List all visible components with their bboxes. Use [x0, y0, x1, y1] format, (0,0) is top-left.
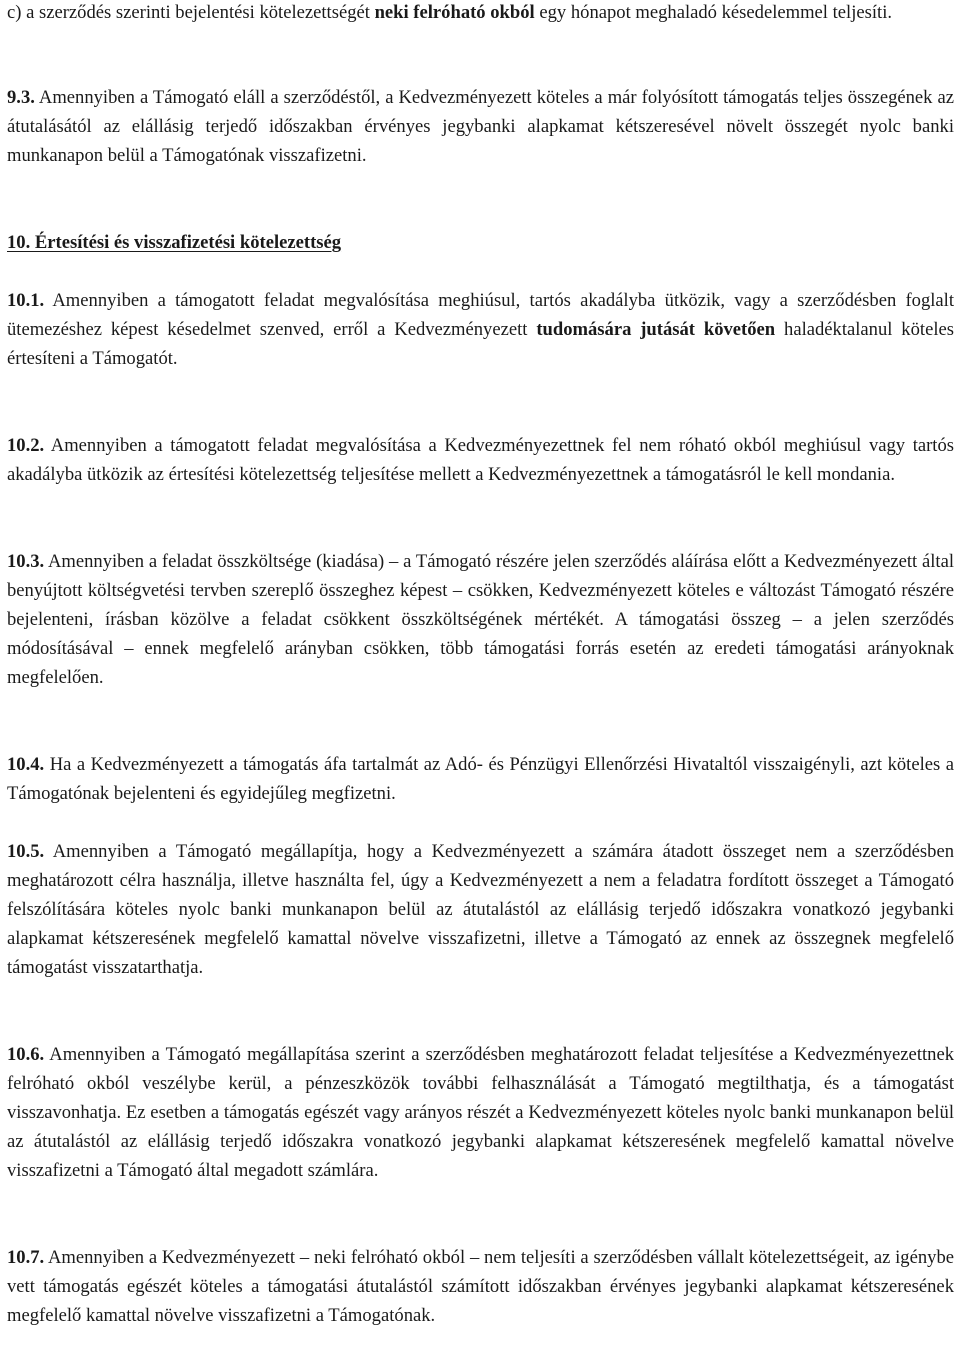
clause-10-2-number: 10.2. — [7, 435, 45, 456]
section-10-heading: 10. Értesítési és visszafizetési kötelezettség — [7, 232, 342, 253]
clause-10-3-text: Amennyiben a feladat összköltsége (kiadása) – a Támogató részére jelen szerződés aláírása előtt a Kedvezményezett által benyújtott költségvetési tervben szereplő összeghez képest – csökken, Kedvezményezett köteles e változást Támogató részére bejelenteni, írásban közölve a feladat csökkent összköltségének mértékét. A támogatási összeg – a jelen szerződés módosításával – ennek megfelelő arányban csökken, több támogatási forrás esetén az eredeti támogatási arányoknak megfelelően. — [7, 551, 954, 688]
clause-9-3 — [7, 83, 954, 170]
clause-10-4 — [7, 750, 954, 808]
clause-10-1-pre: Amennyiben a támogatott feladat megvalósítása meghiúsul, tartós akadályba ütközik, vagy a szerződésben foglalt ütemezéshez képest késedelmet szenved, erről a Kedvezményezett — [7, 290, 954, 340]
clause-10-1 — [7, 286, 954, 373]
clause-10-6-number: 10.6. — [7, 1044, 45, 1065]
clause-10-7 — [7, 1243, 954, 1330]
clause-10-4-text: Ha a Kedvezményezett a támogatás áfa tartalmát az Adó- és Pénzügyi Ellenőrzési Hivataltól visszaigényli, azt köteles a Támogatónak bejelenteni és egyidejűleg megfizetni. — [7, 754, 954, 804]
clause-10-2-text: Amennyiben a támogatott feladat megvalósítása a Kedvezményezettnek fel nem róható okból meghiúsul vagy tartós akadályba ütközik az értesítési kötelezettség teljesítése mellett a Kedvezményezettnek a támogatásról le kell mondania. — [7, 435, 954, 485]
clause-10-3 — [7, 547, 954, 692]
clause-10-1-bold: tudomására jutását követően — [536, 319, 776, 340]
clause-9-3-number: 9.3. — [7, 87, 35, 108]
clause-9-2-c — [7, 0, 954, 27]
clause-10-7-text: Amennyiben a Kedvezményezett – neki felróható okból – nem teljesíti a szerződésben vállalt kötelezettségeit, az igénybe vett támogatás egészét köteles a támogatási átutalástól számított időszakban érvényes jegybanki alapkamat kétszeresének megfelelő kamattal növelve visszafizetni a Támogatónak. — [7, 1247, 954, 1326]
clause-10-4-number: 10.4. — [7, 754, 45, 775]
clause-10-3-number: 10.3. — [7, 551, 45, 572]
clause-10-1-number: 10.1. — [7, 290, 45, 311]
clause-10-5 — [7, 837, 954, 982]
clause-10-5-text: Amennyiben a Támogató megállapítja, hogy a Kedvezményezett a számára átadott összeget nem a szerződésben meghatározott célra használja, illetve használta fel, úgy a Kedvezményezett a nem a feladatra fordított összeget a Támogató felszólítására köteles nyolc banki munkanapon belül az átutalástól az elállásig terjedő időszakra vonatkozó jegybanki alapkamat kétszeresének megfelelő kamattal növelve visszafizetni, illetve a Támogató az ennek az összegnek megfelelő támogatást visszatarthatja. — [7, 841, 954, 978]
clause-10-7-number: 10.7. — [7, 1247, 45, 1268]
clause-10-1-post: haladéktalanul köteles értesíteni a Támogatót. — [7, 319, 954, 369]
clause-10-6 — [7, 1040, 954, 1185]
clause-10-5-number: 10.5. — [7, 841, 45, 862]
clause-9-3-text: Amennyiben a Támogató eláll a szerződéstől, a Kedvezményezett köteles a már folyósított támogatás teljes összegének az átutalásától az elállásig terjedő időszakban érvényes jegybanki alapkamat kétszeresével növelt összegét nyolc banki munkanapon belül a Támogatónak visszafizetni. — [7, 87, 954, 166]
clause-9-2-c-bold: neki felróható okból — [374, 2, 535, 23]
clause-10-6-text: Amennyiben a Támogató megállapítása szerint a szerződésben meghatározott feladat teljesítése a Kedvezményezettnek felróható okból veszélybe kerül, a pénzeszközök további felhasználását a Támogató megtilthatja, és a támogatást visszavonhatja. Ez esetben a támogatás egészét vagy arányos részét a Kedvezményezett köteles nyolc banki munkanapon belül az átutalástól az elállásig terjedő időszakra vonatkozó jegybanki alapkamat kétszeresének megfelelő kamattal növelve visszafizetni a Támogató által megadott számlára. — [7, 1044, 954, 1181]
clause-9-2-c-post: egy hónapot meghaladó késedelemmel teljesíti. — [534, 2, 893, 23]
clause-10-2 — [7, 431, 954, 489]
clause-9-2-c-pre: c) a szerződés szerinti bejelentési kötelezettségét — [7, 2, 375, 23]
